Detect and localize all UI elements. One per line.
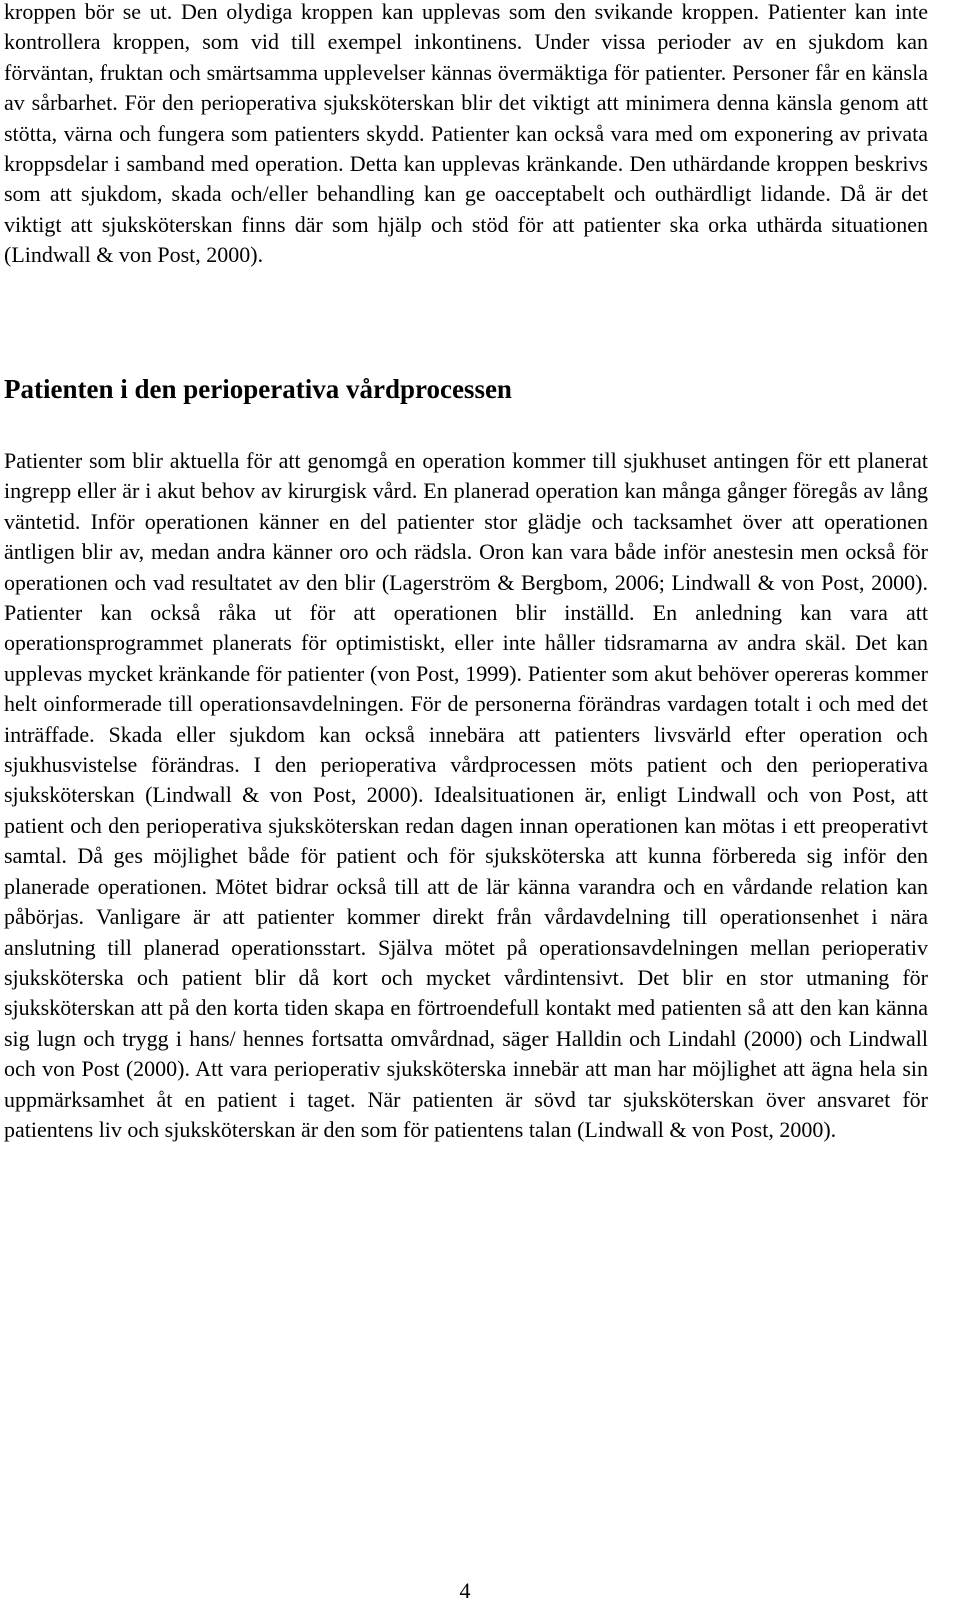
body-paragraph-1: kroppen bör se ut. Den olydiga kroppen kan upplevas som den svikande kroppen. Patienter kan inte kontrollera kroppen, som vid till exempel inkontinens. Under vissa perioder av en sjukdom kan förväntan, fruktan och smärtsamma upplevelser kännas övermäktiga för patienter. Personer får en känsla av sårbarhet. För den perioperativa sjuksköterskan blir det viktigt att minimera denna känsla genom att stötta, värna och fungera som patienters skydd. Patienter kan också vara med om exponering av privata kroppsdelar i samband med operation. Detta kan upplevas kränkande. Den uthärdande kroppen beskrivs som att sjukdom, skada och/eller behandling kan ge oacceptabelt och outhärdligt lidande. Då är det viktigt att sjuksköterskan finns där som hjälp och stöd för att patienter ska orka uthärda situationen (Lindwall & von Post, 2000). xyxy=(4,0,928,268)
section-heading: Patienten i den perioperativa vårdprocessen xyxy=(4,374,512,404)
body-paragraph-2: Patienter som blir aktuella för att genomgå en operation kommer till sjukhuset antingen för ett planerat ingrepp eller är i akut behov av kirurgisk vård. En planerad operation kan många gånger föregås av lång väntetid. Inför operationen känner en del patienter stor glädje och tacksamhet över att operationen äntligen blir av, medan andra känner oro och rädsla. Oron kan vara både inför anestesin men också för operationen och vad resultatet av den blir (Lagerström & Bergbom, 2006; Lindwall & von Post, 2000). Patienter kan också råka ut för att operationen blir inställd. En anledning kan vara att operationsprogrammet planerats för optimistiskt, eller inte håller tidsramarna av andra skäl. Det kan upplevas mycket kränkande för patienter (von Post, 1999). Patienter som akut behöver opereras kommer helt oinformerade till operationsavdelningen. För de personerna förändras vardagen totalt i och med det inträffade. Skada eller sjukdom kan också innebära att patienters livsvärld efter operation och sjukhusvistelse förändras. I den perioperativa vårdprocessen möts patient och den perioperativa sjuksköterskan (Lindwall & von Post, 2000). Idealsituationen är, enligt Lindwall och von Post, att patient och den perioperativa sjuksköterskan redan dagen innan operationen kan mötas i ett preoperativt samtal. Då ges möjlighet både för patient och för sjuksköterska att kunna förbereda sig inför den planerade operationen. Mötet bidrar också till att de lär känna varandra och en vårdande relation kan påbörjas. Vanligare är att patienter kommer direkt från vårdavdelning till operationsenhet i nära anslutning till planerad operationsstart. Själva mötet på operationsavdelningen mellan perioperativ sjuksköterska och patient blir då kort och mycket vårdintensivt. Det blir en stor utmaning för sjuksköterskan att på den korta tiden skapa en förtroendefull kontakt med patienten så att den kan känna sig lugn och trygg i hans/ hennes fortsatta omvårdnad, säger Halldin och Lindahl (2000) och Lindwall och von Post (2000). Att vara perioperativ sjuksköterska innebär att man har möjlighet att ägna hela sin uppmärksamhet åt en patient i taget. När patienten är sövd tar sjuksköterskan över ansvaret för patientens liv och sjuksköterskan är den som för patientens talan (Lindwall & von Post, 2000). xyxy=(4,448,928,1142)
page-number: 4 xyxy=(459,1578,471,1603)
